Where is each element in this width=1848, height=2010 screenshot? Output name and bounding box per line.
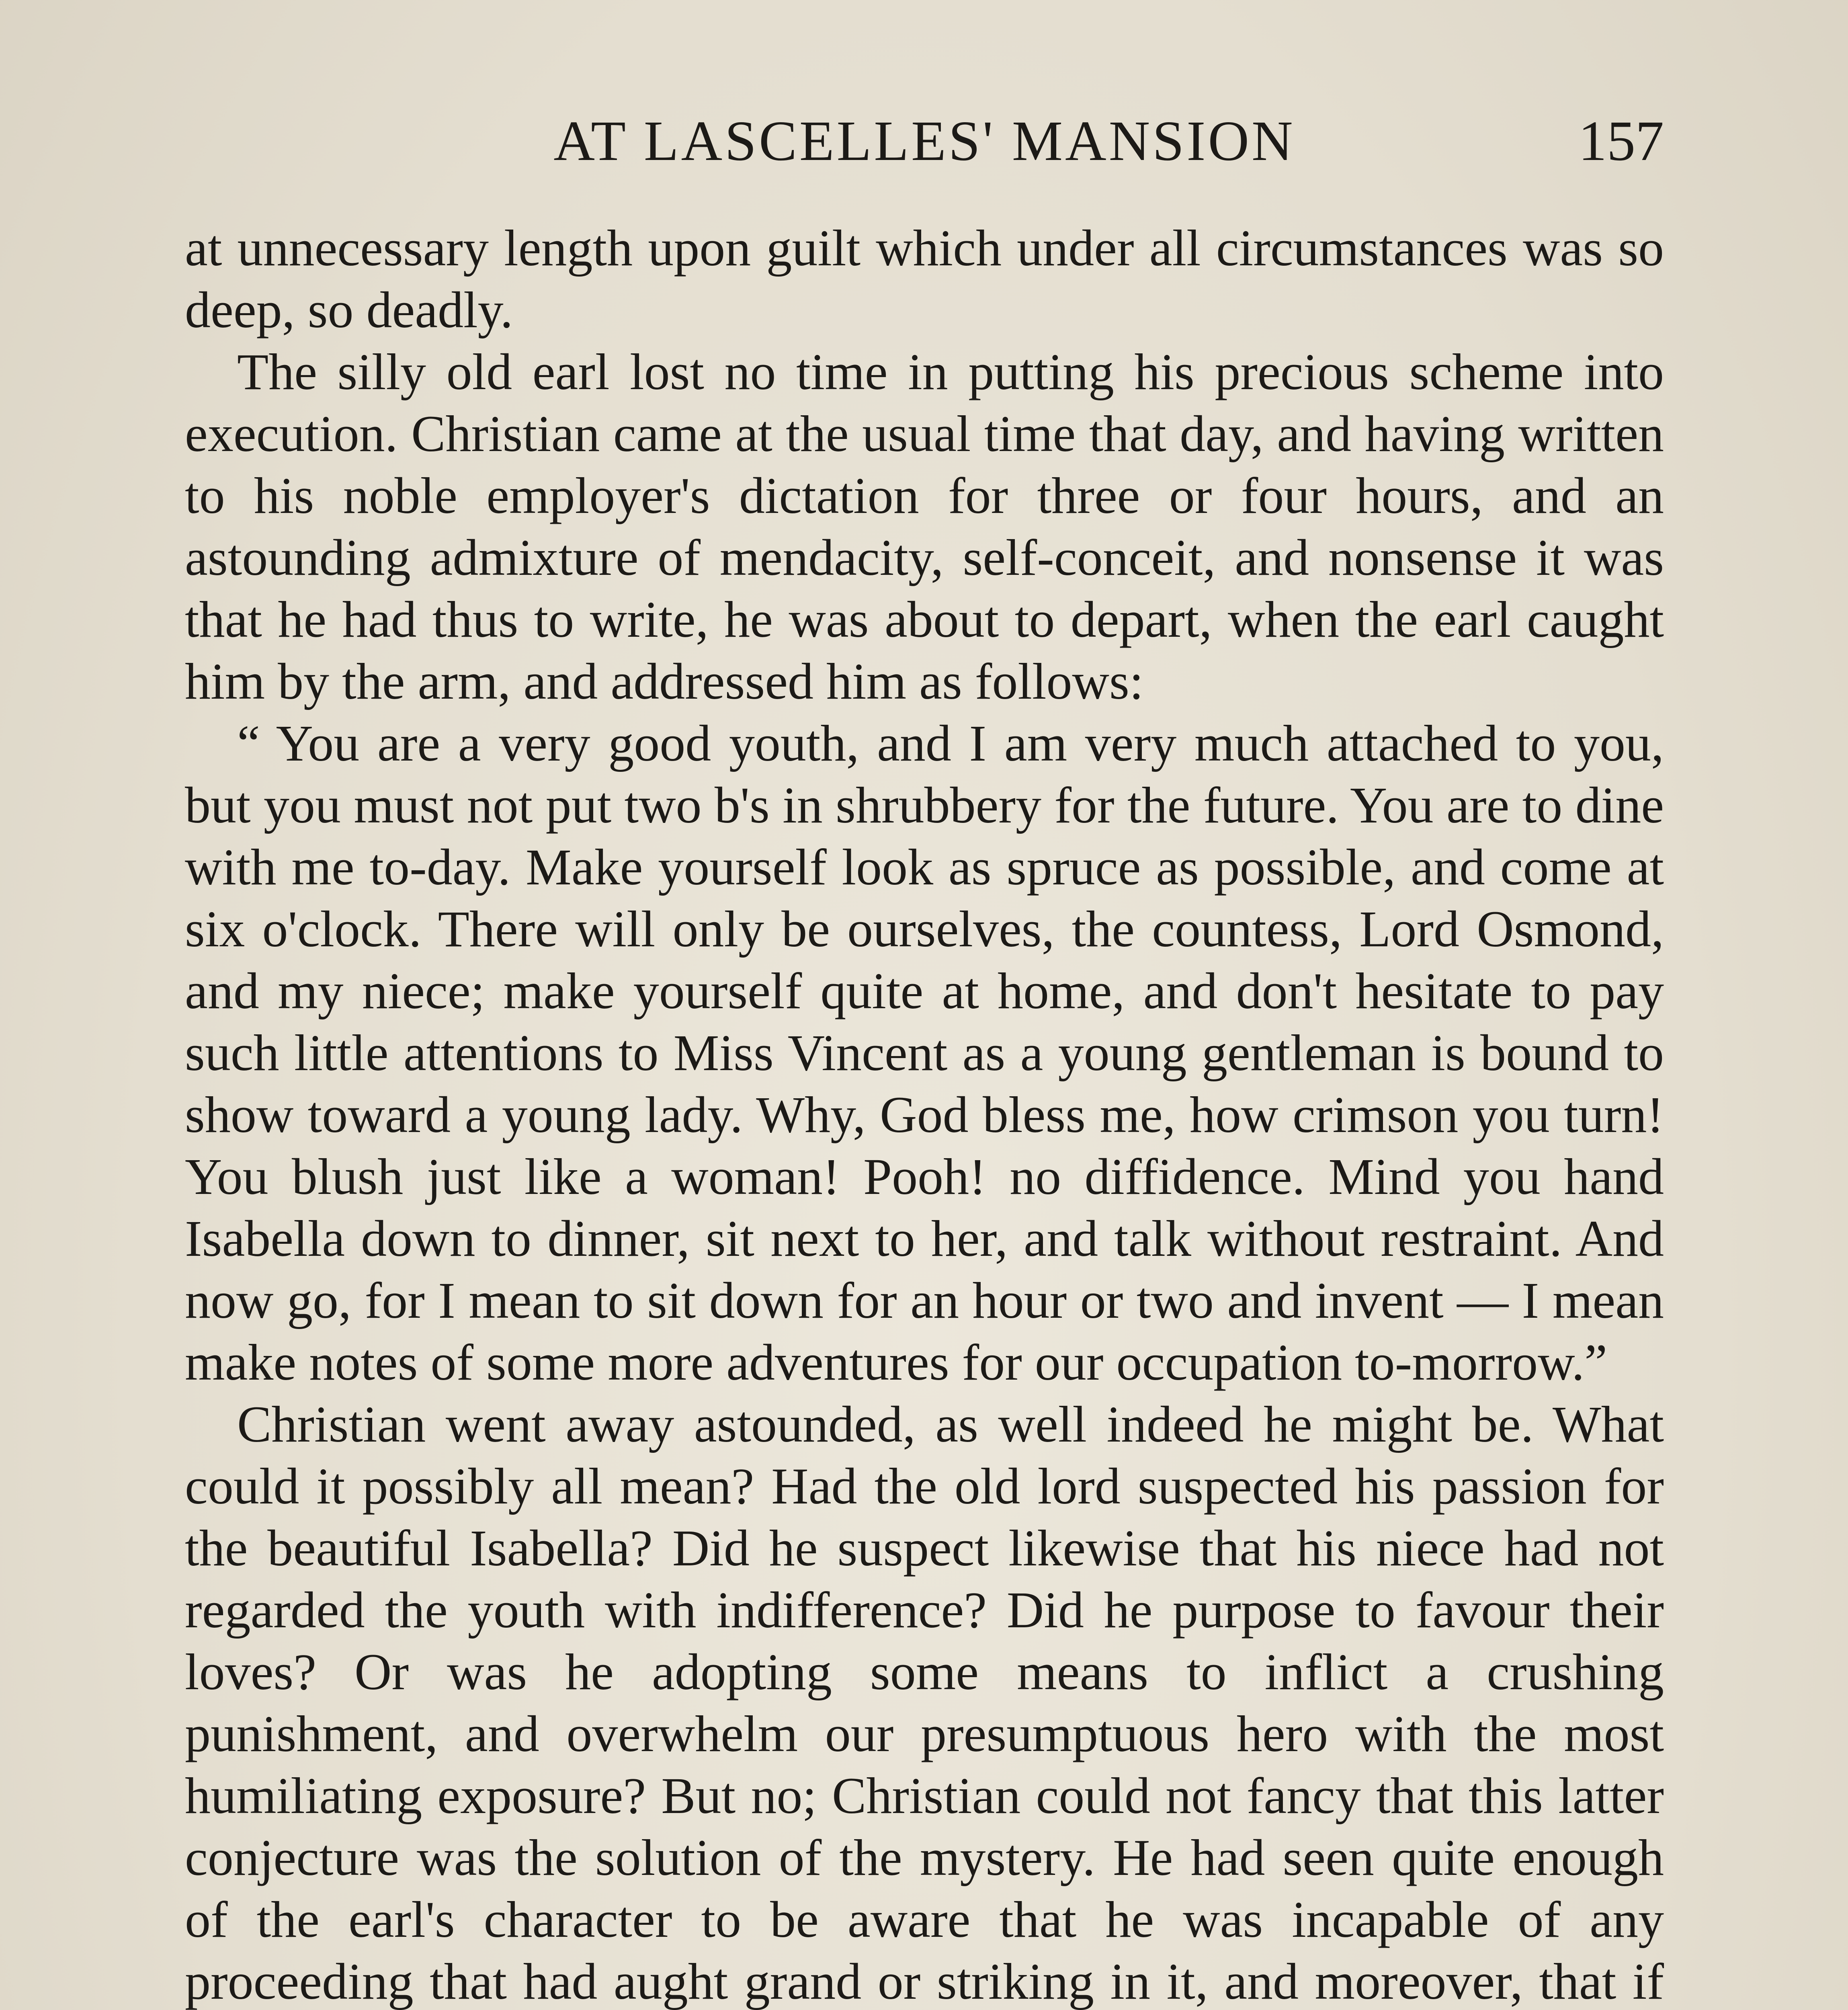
paragraph: “ You are a very good youth, and I am very much attached to you, but you must not put two b's in shrubbery for the future. You are to dine with me to-day. Make yourself look as spruce as possible, and come at six o'clock. There will only be ourselves, the countess, Lord Osmond, and my niece; make yourself quite at home, and don't hesitate to pay such little attentions to Miss Vincent as a young gentleman is bound to show toward a young lady. Why, God bless me, how crimson you turn! You blush just like a woman! Pooh! no diffidence. Mind you hand Isabella down to dinner, sit next to her, and talk without restraint. And now go, for I mean to sit down for an hour or two and invent — I mean make notes of some more adventures for our occupation to-morrow.”	[185, 715, 1664, 1391]
paragraph: Christian went away astounded, as well indeed he might be. What could it possibly all mean? Had the old lord suspected his passion for the beautiful Isabella? Did he suspect likewise that his niece had not regarded the youth with indifference? Did he purpose to favour their loves? Or was he adopting some means to inflict a crushing punishment, and overwhelm our presumptuous hero with the most humiliating exposure? But no; Christian could not fancy that this latter conjecture was the solution of the mystery. He had seen quite enough of the earl's character to be aware that he was incapable of any proceeding that had aught grand or striking in it, and moreover, that if	[185, 1396, 1664, 2010]
paragraph: The silly old earl lost no time in putting his precious scheme into execution. Christian came at the usual time that day, and having written to his noble employer's dictation for three or four hours, and an astounding admixture of mendacity, self-conceit, and nonsense it was that he had thus to write, he was about to depart, when the earl caught him by the arm, and addressed him as follows:	[185, 343, 1664, 710]
paragraph: at unnecessary length upon guilt which under all circumstances was so deep, so deadly.	[185, 219, 1664, 338]
body-text	[185, 217, 1664, 2010]
page-number: 157	[1578, 109, 1664, 172]
running-title: AT LASCELLES' MANSION	[553, 109, 1295, 172]
page-header	[185, 100, 1664, 181]
